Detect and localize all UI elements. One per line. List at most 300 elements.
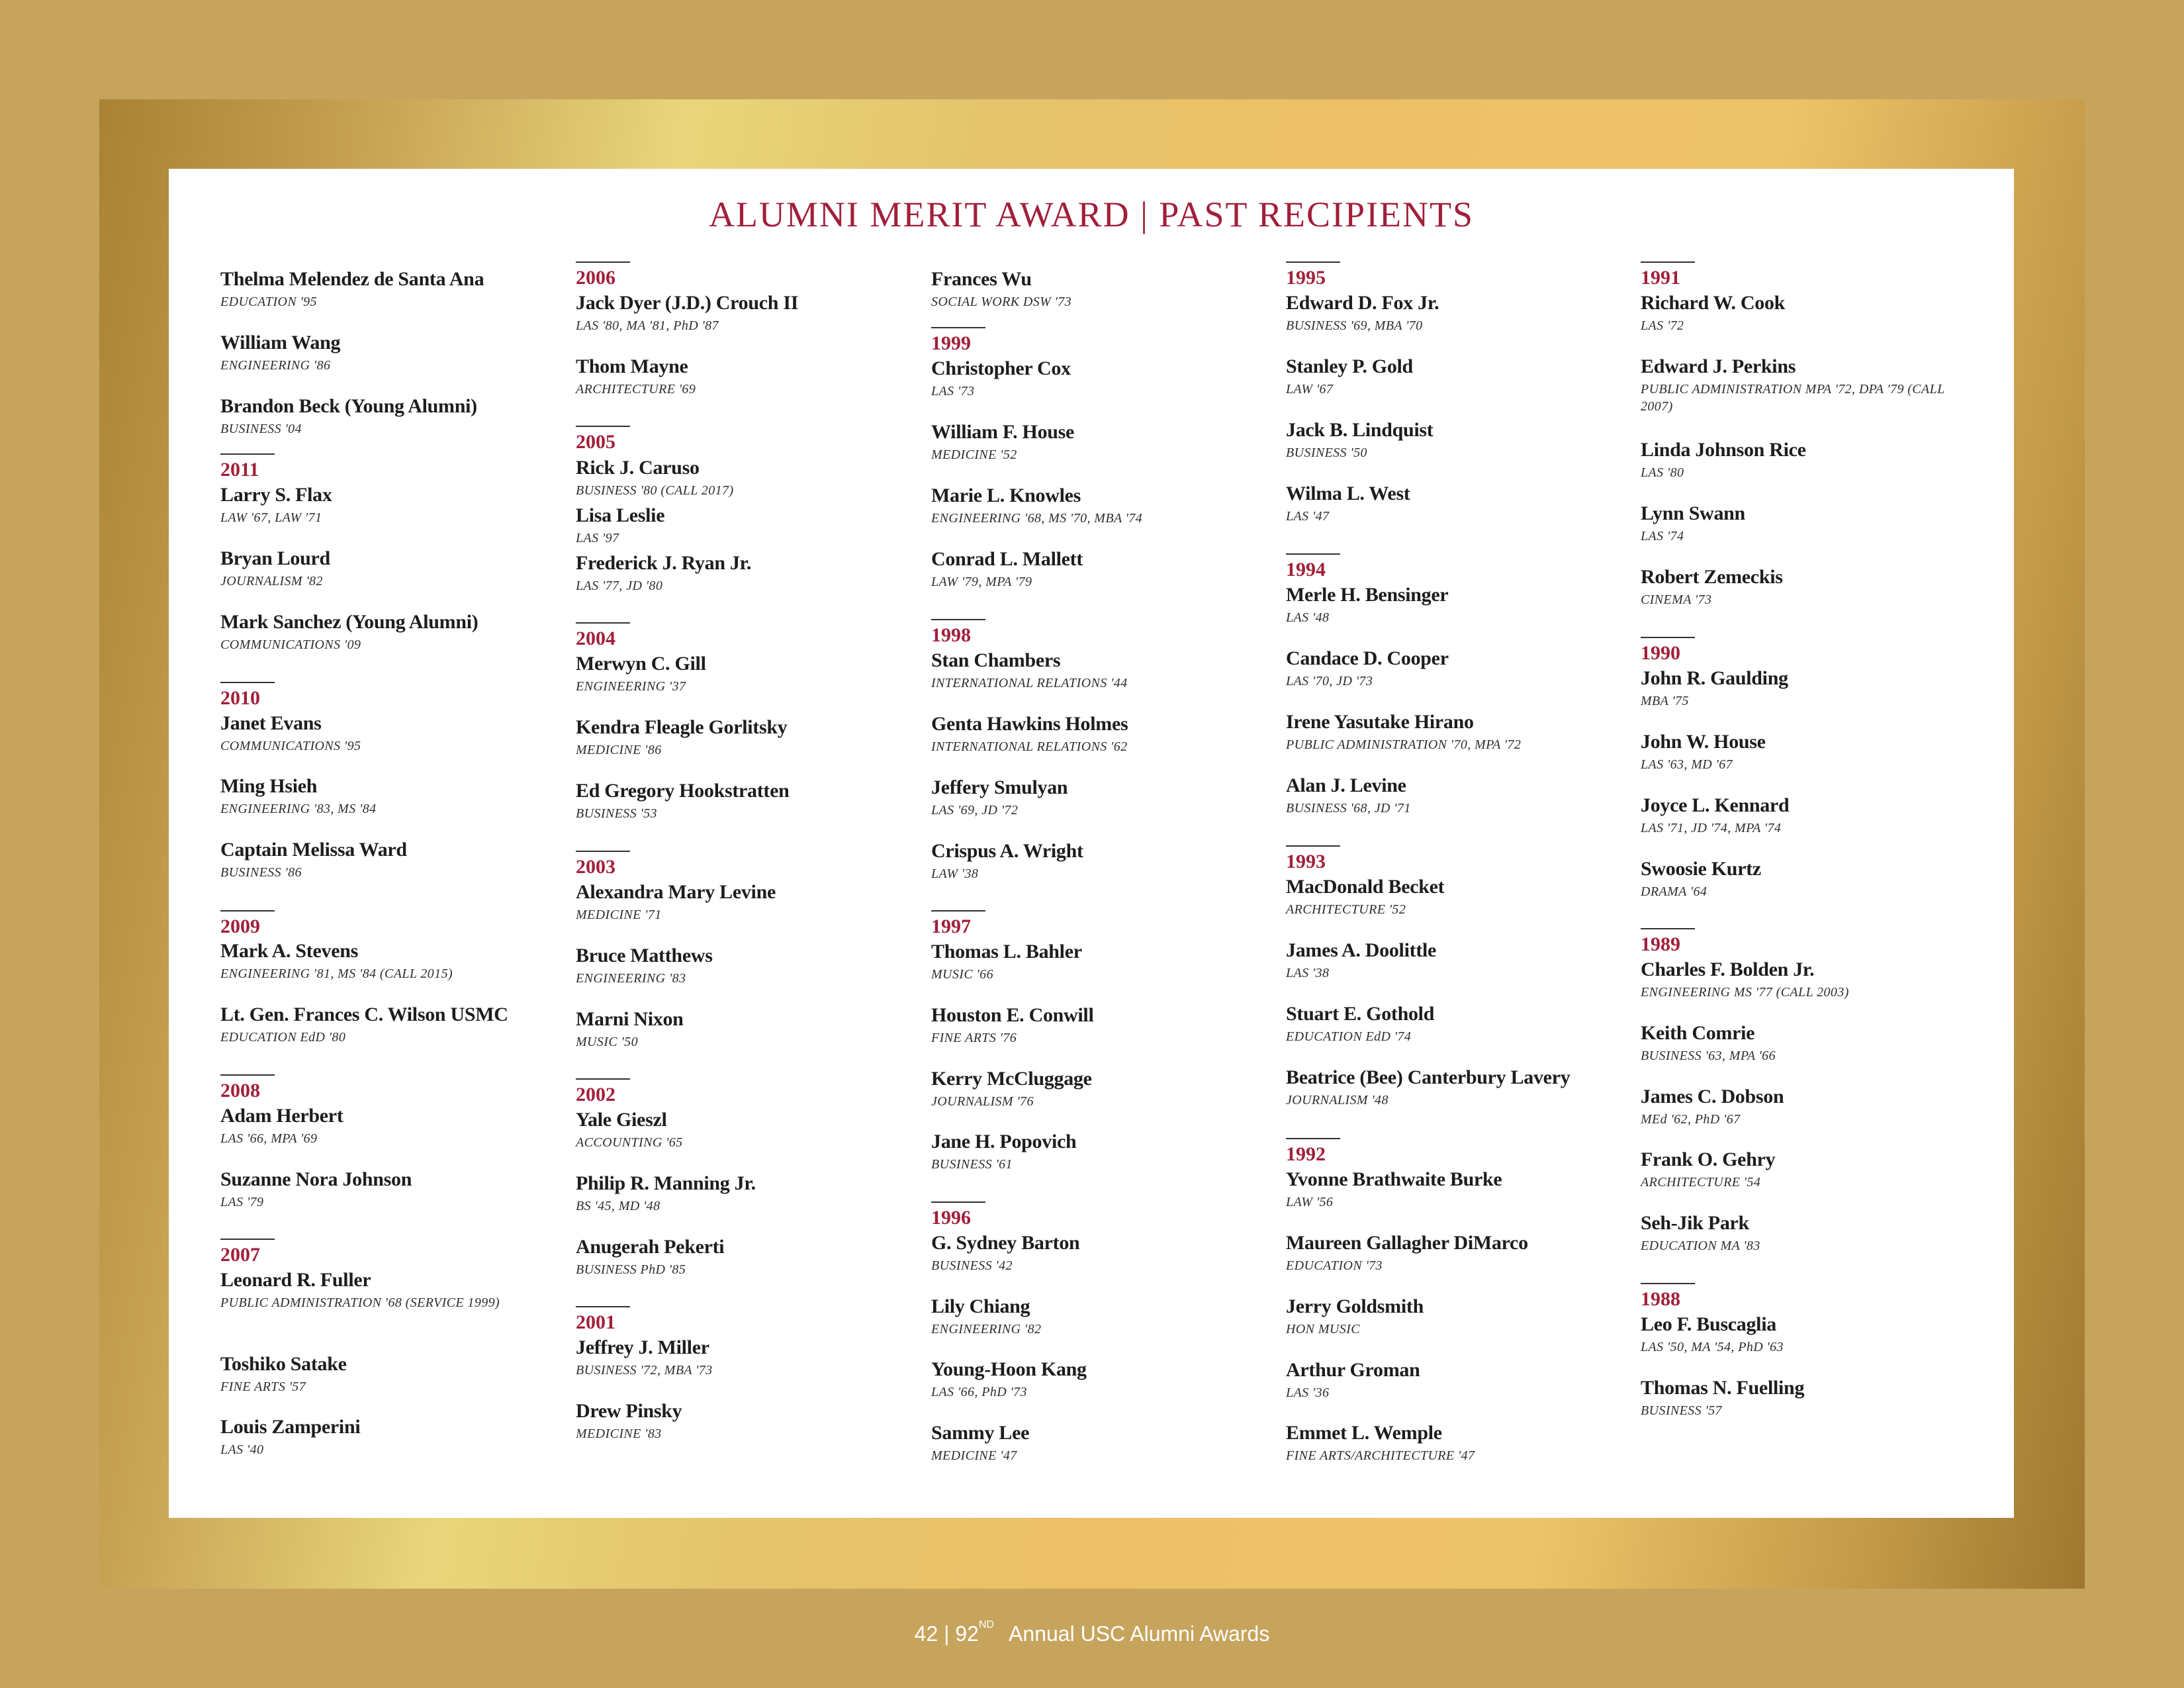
recipient-entry: [1286, 355, 1413, 398]
recipient-entry: [931, 357, 1071, 400]
year-heading: [1286, 1138, 1340, 1166]
year-label: 2001: [576, 1311, 615, 1333]
recipient-entry: [1286, 292, 1439, 334]
recipient-name: Frances Wu: [931, 268, 1032, 290]
recipient-entry: [576, 457, 734, 499]
recipient-degree: MEd '62, PhD '67: [1641, 1112, 1741, 1127]
recipient-name: Houston E. Conwill: [931, 1004, 1094, 1026]
recipient-entry: [576, 1109, 683, 1151]
recipient-name: Candace D. Cooper: [1286, 647, 1449, 669]
recipient-entry: [931, 649, 1128, 692]
year-heading: [931, 327, 985, 355]
recipient-entry: [1641, 355, 1972, 415]
year-rule: [1286, 845, 1340, 847]
recipient-degree: PUBLIC ADMINISTRATION MPA '72, DPA '79 (CALL 2007): [1641, 382, 1945, 414]
year-label: 2010: [220, 687, 260, 709]
recipient-name: Charles F. Bolden Jr.: [1641, 959, 1815, 980]
recipient-degree: MEDICINE '47: [931, 1448, 1017, 1463]
year-rule: [220, 910, 275, 912]
recipient-entry: [931, 776, 1068, 819]
recipient-name: Brandon Beck (Young Alumni): [220, 395, 477, 417]
recipient-name: Mark A. Stevens: [220, 940, 358, 962]
recipient-degree: LAS '80, MA '81, PhD '87: [576, 318, 719, 333]
year-label: 1989: [1641, 933, 1680, 955]
recipient-degree: BUSINESS '86: [220, 865, 302, 880]
recipient-entry: [1286, 1295, 1424, 1338]
recipient-entry: [1641, 858, 1761, 900]
recipient-degree: MEDICINE '86: [576, 743, 662, 757]
recipient-degree: COMMUNICATIONS '95: [220, 739, 361, 753]
recipient-name: Conrad L. Mallett: [931, 548, 1083, 570]
year-rule: [1286, 261, 1340, 263]
year-heading: [576, 1306, 630, 1334]
year-heading: [1286, 845, 1340, 873]
year-rule: [1641, 928, 1695, 929]
year-heading: [1286, 553, 1340, 581]
recipient-name: G. Sydney Barton: [931, 1232, 1080, 1254]
recipient-degree: LAS '74: [1641, 529, 1684, 543]
recipient-entry: [576, 780, 790, 822]
recipient-name: Kendra Fleagle Gorlitsky: [576, 716, 788, 738]
recipient-name: Yvonne Brathwaite Burke: [1286, 1168, 1502, 1190]
year-heading: [931, 910, 985, 938]
recipient-degree: BS '45, MD '48: [576, 1199, 660, 1213]
recipient-degree: BUSINESS '61: [931, 1157, 1013, 1172]
year-rule: [931, 327, 985, 328]
recipient-degree: SOCIAL WORK DSW '73: [931, 295, 1072, 309]
recipient-entry: [931, 713, 1128, 755]
recipient-degree: JOURNALISM '76: [931, 1094, 1034, 1109]
recipient-name: Rick J. Caruso: [576, 457, 700, 479]
year-rule: [576, 261, 630, 263]
recipient-entry: [931, 485, 1142, 527]
year-label: 1990: [1641, 642, 1680, 664]
year-heading: [576, 851, 630, 878]
recipient-degree: LAS '79: [220, 1195, 264, 1209]
recipient-name: Lynn Swann: [1641, 502, 1745, 524]
year-rule: [576, 426, 630, 427]
recipient-entry: [1641, 731, 1766, 773]
recipient-entry: [931, 1358, 1087, 1401]
recipient-degree: FINE ARTS/ARCHITECTURE '47: [1286, 1448, 1475, 1463]
recipient-entry: [576, 653, 706, 695]
recipient-degree: LAS '77, JD '80: [576, 579, 663, 593]
recipient-degree: LAS '36: [1286, 1385, 1330, 1400]
recipient-degree: DRAMA '64: [1641, 884, 1707, 899]
recipient-name: Swoosie Kurtz: [1641, 858, 1761, 880]
year-label: 1995: [1286, 267, 1326, 289]
recipient-entry: [576, 292, 798, 334]
recipient-entry: [1641, 667, 1788, 710]
year-rule: [220, 1239, 275, 1240]
recipient-name: Thomas L. Bahler: [931, 941, 1082, 962]
year-heading: [576, 1078, 630, 1106]
recipient-name: Leo F. Buscaglia: [1641, 1313, 1776, 1335]
recipient-name: Janet Evans: [220, 712, 322, 734]
recipient-degree: LAW '67: [1286, 382, 1334, 397]
recipient-entry: [1286, 483, 1410, 525]
year-label: 1997: [931, 915, 971, 937]
recipient-name: Jack Dyer (J.D.) Crouch II: [576, 292, 799, 314]
recipient-entry: [931, 1004, 1094, 1047]
recipient-name: Merwyn C. Gill: [576, 653, 706, 675]
recipient-name: Robert Zemeckis: [1641, 566, 1783, 588]
recipient-entry: [1286, 647, 1449, 690]
recipient-name: Crispus A. Wright: [931, 840, 1083, 862]
year-heading: [931, 1201, 985, 1229]
year-heading: [220, 682, 275, 710]
recipient-entry: [931, 941, 1082, 983]
recipient-entry: [220, 484, 332, 526]
recipient-degree: ENGINEERING '86: [220, 358, 331, 373]
recipient-name: Arthur Groman: [1286, 1359, 1420, 1381]
recipient-name: Drew Pinsky: [576, 1400, 682, 1422]
recipient-degree: PUBLIC ADMINISTRATION '68 (SERVICE 1999): [220, 1295, 500, 1310]
recipient-entry: [931, 548, 1083, 590]
year-rule: [220, 682, 275, 683]
recipient-degree: LAS '73: [931, 384, 975, 399]
year-label: 2009: [220, 915, 260, 937]
year-heading: [220, 1239, 275, 1266]
recipient-degree: LAS '70, JD '73: [1286, 674, 1373, 688]
recipient-degree: LAW '67, LAW '71: [220, 510, 322, 525]
recipient-entry: [220, 712, 361, 755]
recipient-entry: [576, 1336, 713, 1379]
recipient-degree: LAS '72: [1641, 318, 1684, 333]
year-heading: [576, 261, 630, 289]
recipient-entry: [1641, 439, 1806, 481]
year-rule: [220, 1074, 275, 1076]
recipient-degree: EDUCATION '95: [220, 295, 317, 309]
year-label: 2011: [220, 459, 259, 481]
recipient-name: James A. Doolittle: [1286, 939, 1437, 961]
recipient-entry: [1286, 419, 1433, 461]
recipient-degree: EDUCATION EdD '80: [220, 1030, 346, 1045]
recipient-entry: [220, 1416, 360, 1458]
recipient-name: Marie L. Knowles: [931, 485, 1081, 506]
recipient-name: Jane H. Popovich: [931, 1131, 1077, 1152]
recipient-entry: [1641, 1377, 1804, 1419]
recipient-name: Merle H. Bensinger: [1286, 584, 1449, 606]
recipient-entry: [1641, 502, 1745, 545]
recipient-degree: LAS '38: [1286, 966, 1330, 980]
recipient-degree: ENGINEERING MS '77 (CALL 2003): [1641, 985, 1849, 1000]
recipient-name: William Wang: [220, 332, 341, 353]
recipient-entry: [1286, 1066, 1570, 1109]
year-label: 2003: [576, 856, 615, 878]
recipient-degree: ENGINEERING '82: [931, 1322, 1042, 1336]
recipient-name: Bryan Lourd: [220, 547, 330, 569]
recipient-name: Thom Mayne: [576, 355, 688, 377]
recipient-entry: [576, 716, 787, 759]
recipient-entry: [931, 1232, 1079, 1274]
year-label: 1988: [1641, 1288, 1680, 1310]
recipient-name: John W. House: [1641, 731, 1766, 753]
recipient-degree: FINE ARTS '76: [931, 1031, 1017, 1045]
recipient-name: Jack B. Lindquist: [1286, 419, 1433, 441]
recipient-degree: MEDICINE '71: [576, 908, 662, 922]
recipient-degree: LAS '66, MPA '69: [220, 1131, 318, 1146]
recipient-entry: [220, 1004, 508, 1046]
recipient-degree: FINE ARTS '57: [220, 1380, 306, 1394]
recipient-degree: CINEMA '73: [1641, 592, 1712, 607]
recipient-name: Keith Comrie: [1641, 1022, 1755, 1044]
recipient-name: Emmet L. Wemple: [1286, 1422, 1442, 1444]
recipient-name: Leonard R. Fuller: [220, 1269, 371, 1291]
year-heading: [220, 910, 275, 938]
recipient-entry: [931, 840, 1083, 882]
recipient-degree: PUBLIC ADMINISTRATION '70, MPA '72: [1286, 737, 1522, 752]
recipient-degree: ARCHITECTURE '52: [1286, 902, 1406, 917]
recipient-degree: BUSINESS '69, MBA '70: [1286, 318, 1423, 333]
recipient-entry: [220, 940, 453, 982]
recipient-name: Edward J. Perkins: [1641, 355, 1796, 377]
recipient-entry: [1286, 1003, 1434, 1045]
recipient-entry: [220, 839, 407, 881]
recipient-degree: BUSINESS '57: [1641, 1403, 1722, 1418]
year-heading: [931, 619, 985, 647]
recipient-entry: [576, 1008, 684, 1051]
recipient-degree: ENGINEERING '83, MS '84: [220, 802, 377, 816]
recipient-degree: LAS '40: [220, 1442, 264, 1457]
recipient-entry: [931, 1131, 1076, 1173]
year-heading: [1286, 261, 1340, 289]
recipient-name: Christopher Cox: [931, 357, 1071, 379]
recipient-degree: LAW '56: [1286, 1195, 1334, 1209]
year-label: 1999: [931, 332, 971, 354]
recipient-degree: ENGINEERING '83: [576, 971, 686, 986]
recipient-entry: [1641, 1022, 1776, 1064]
recipient-name: Wilma L. West: [1286, 483, 1410, 504]
recipient-name: Mark Sanchez (Young Alumni): [220, 611, 478, 633]
year-rule: [1641, 637, 1695, 638]
year-label: 2007: [220, 1244, 260, 1266]
recipient-name: Yale Gieszl: [576, 1109, 667, 1131]
year-label: 1994: [1286, 559, 1326, 581]
recipient-entry: [220, 775, 377, 818]
recipient-name: Philip R. Manning Jr.: [576, 1172, 756, 1194]
recipient-name: Frank O. Gehry: [1641, 1149, 1776, 1170]
recipient-name: Captain Melissa Ward: [220, 839, 407, 861]
recipient-name: James C. Dobson: [1641, 1086, 1784, 1107]
recipient-name: Ed Gregory Hookstratten: [576, 780, 790, 802]
year-heading: [1641, 261, 1695, 289]
recipient-entry: [1641, 1149, 1775, 1191]
recipient-name: John R. Gaulding: [1641, 667, 1788, 689]
recipient-name: Jeffrey J. Miller: [576, 1336, 709, 1358]
recipient-name: MacDonald Becket: [1286, 876, 1445, 898]
recipient-entry: [1286, 711, 1521, 753]
recipient-entry: [576, 355, 696, 398]
recipient-entry: [220, 1269, 551, 1311]
recipient-degree: LAS '47: [1286, 509, 1330, 524]
year-heading: [576, 426, 630, 453]
recipient-name: Edward D. Fox Jr.: [1286, 292, 1439, 314]
recipient-name: Beatrice (Bee) Canterbury Lavery: [1286, 1066, 1570, 1088]
recipient-entry: [220, 1353, 347, 1395]
recipient-name: William F. House: [931, 421, 1075, 443]
recipient-entry: [220, 611, 478, 653]
recipient-entry: [576, 552, 751, 594]
recipient-degree: INTERNATIONAL RELATIONS '44: [931, 676, 1128, 690]
recipient-degree: INTERNATIONAL RELATIONS '62: [931, 739, 1128, 754]
year-rule: [576, 1306, 630, 1307]
year-label: 2006: [576, 267, 615, 289]
recipient-degree: MEDICINE '83: [576, 1427, 662, 1441]
recipient-name: Thomas N. Fuelling: [1641, 1377, 1805, 1399]
recipient-degree: ENGINEERING '37: [576, 679, 686, 694]
recipient-degree: ACCOUNTING '65: [576, 1135, 683, 1150]
recipient-name: Seh-Jik Park: [1641, 1212, 1749, 1234]
year-rule: [1286, 553, 1340, 555]
recipient-degree: JOURNALISM '48: [1286, 1093, 1388, 1107]
recipient-degree: BUSINESS '04: [220, 422, 302, 436]
year-label: 1998: [931, 624, 971, 646]
recipient-entry: [1641, 1086, 1784, 1128]
recipients-page: [169, 169, 2014, 1518]
year-heading: [220, 1074, 275, 1102]
recipient-name: Adam Herbert: [220, 1105, 343, 1127]
recipient-degree: LAW '79, MPA '79: [931, 575, 1032, 589]
recipient-degree: COMMUNICATIONS '09: [220, 637, 361, 652]
recipient-entry: [576, 1400, 682, 1442]
recipient-degree: MUSIC '50: [576, 1035, 638, 1049]
recipient-degree: MUSIC '66: [931, 967, 993, 982]
recipient-degree: LAS '71, JD '74, MPA '74: [1641, 821, 1782, 835]
recipient-degree: LAS '48: [1286, 610, 1330, 625]
recipient-degree: ARCHITECTURE '54: [1641, 1175, 1761, 1190]
recipient-name: Linda Johnson Rice: [1641, 439, 1806, 461]
recipient-degree: MEDICINE '52: [931, 447, 1017, 462]
recipient-degree: ENGINEERING '68, MS '70, MBA '74: [931, 511, 1143, 526]
year-label: 1996: [931, 1207, 971, 1229]
recipient-entry: [931, 421, 1074, 463]
recipient-entry: [220, 268, 484, 310]
recipient-degree: LAS '69, JD '72: [931, 803, 1019, 818]
recipient-name: Bruce Matthews: [576, 945, 713, 966]
recipient-entry: [1641, 959, 1849, 1001]
recipient-degree: LAW '38: [931, 867, 979, 881]
recipient-degree: EDUCATION '73: [1286, 1258, 1383, 1273]
year-rule: [1286, 1138, 1340, 1139]
recipient-degree: MBA '75: [1641, 694, 1689, 708]
year-label: 1992: [1286, 1143, 1326, 1165]
recipient-name: Stanley P. Gold: [1286, 355, 1413, 377]
recipient-entry: [576, 881, 776, 923]
recipient-name: Toshiko Satake: [220, 1353, 347, 1375]
recipient-entry: [576, 1172, 756, 1215]
year-heading: [1641, 928, 1695, 956]
recipient-entry: [1286, 584, 1448, 626]
year-label: 2002: [576, 1084, 615, 1105]
year-rule: [220, 453, 275, 455]
year-rule: [931, 619, 985, 620]
recipient-degree: LAS '97: [576, 531, 619, 545]
recipient-entry: [220, 332, 340, 374]
year-rule: [1641, 1283, 1695, 1284]
recipient-degree: BUSINESS '63, MPA '66: [1641, 1049, 1776, 1063]
recipient-degree: BUSINESS '68, JD '71: [1286, 801, 1411, 816]
recipient-degree: BUSINESS '72, MBA '73: [576, 1363, 713, 1378]
recipient-name: Larry S. Flax: [220, 484, 332, 506]
recipient-name: Thelma Melendez de Santa Ana: [220, 268, 484, 290]
recipient-degree: BUSINESS '50: [1286, 445, 1367, 460]
recipient-name: Richard W. Cook: [1641, 292, 1786, 314]
year-rule: [1641, 261, 1695, 263]
recipient-name: Marni Nixon: [576, 1008, 684, 1030]
recipient-entry: [220, 1168, 412, 1211]
recipient-degree: BUSINESS PhD '85: [576, 1262, 686, 1277]
recipient-entry: [1641, 1212, 1760, 1254]
recipient-entry: [1286, 876, 1444, 918]
recipient-entry: [576, 504, 664, 547]
page-title: ALUMNI MERIT AWARD | PAST RECIPIENTS: [708, 195, 1475, 234]
recipient-name: Suzanne Nora Johnson: [220, 1168, 412, 1190]
recipient-name: Lisa Leslie: [576, 504, 665, 526]
recipient-name: Jeffery Smulyan: [931, 776, 1068, 798]
page-number: 42 | 92: [914, 1622, 979, 1646]
recipient-entry: [1641, 566, 1783, 608]
year-rule: [576, 851, 630, 852]
recipient-degree: ARCHITECTURE '69: [576, 382, 696, 397]
recipient-entry: [220, 1105, 343, 1147]
year-heading: [220, 453, 275, 481]
page-footer: [0, 1619, 2184, 1646]
recipient-entry: [931, 1295, 1041, 1338]
recipient-entry: [1286, 1359, 1420, 1401]
recipient-entry: [220, 395, 477, 438]
recipient-degree: EDUCATION MA '83: [1641, 1239, 1760, 1253]
recipient-name: Maureen Gallagher DiMarco: [1286, 1232, 1528, 1254]
year-label: 1991: [1641, 267, 1680, 289]
year-label: 2008: [220, 1080, 260, 1102]
year-label: 2005: [576, 431, 615, 453]
recipient-name: Stuart E. Gothold: [1286, 1003, 1435, 1025]
recipient-name: Sammy Lee: [931, 1422, 1030, 1444]
recipient-degree: BUSINESS '80 (CALL 2017): [576, 483, 734, 498]
year-heading: [1641, 637, 1695, 665]
recipient-degree: LAS '66, PhD '73: [931, 1385, 1027, 1399]
year-rule: [576, 1078, 630, 1080]
recipient-entry: [931, 268, 1071, 310]
recipient-name: Lt. Gen. Frances C. Wilson USMC: [220, 1004, 508, 1025]
recipient-entry: [576, 945, 713, 987]
recipient-name: Joyce L. Kennard: [1641, 794, 1790, 816]
recipient-entry: [931, 1422, 1029, 1464]
recipient-name: Young-Hoon Kang: [931, 1358, 1087, 1380]
recipient-entry: [1286, 1232, 1528, 1274]
footer-text: Annual USC Alumni Awards: [1009, 1622, 1270, 1646]
recipient-name: Genta Hawkins Holmes: [931, 713, 1128, 735]
year-rule: [931, 910, 985, 912]
recipient-entry: [1641, 292, 1785, 334]
recipient-name: Ming Hsieh: [220, 775, 318, 797]
year-label: 2004: [576, 628, 615, 649]
recipient-name: Alan J. Levine: [1286, 774, 1406, 796]
year-heading: [1641, 1283, 1695, 1311]
recipient-degree: JOURNALISM '82: [220, 574, 323, 588]
recipient-entry: [931, 1068, 1092, 1110]
year-rule: [931, 1201, 985, 1203]
recipient-entry: [1286, 939, 1436, 982]
recipient-degree: BUSINESS '42: [931, 1258, 1013, 1273]
recipient-degree: LAS '50, MA '54, PhD '63: [1641, 1340, 1784, 1354]
recipient-name: Kerry McCluggage: [931, 1068, 1092, 1090]
recipient-name: Stan Chambers: [931, 649, 1061, 671]
recipient-name: Alexandra Mary Levine: [576, 881, 776, 903]
recipient-name: Lily Chiang: [931, 1295, 1030, 1317]
recipient-degree: LAS '63, MD '67: [1641, 757, 1733, 772]
